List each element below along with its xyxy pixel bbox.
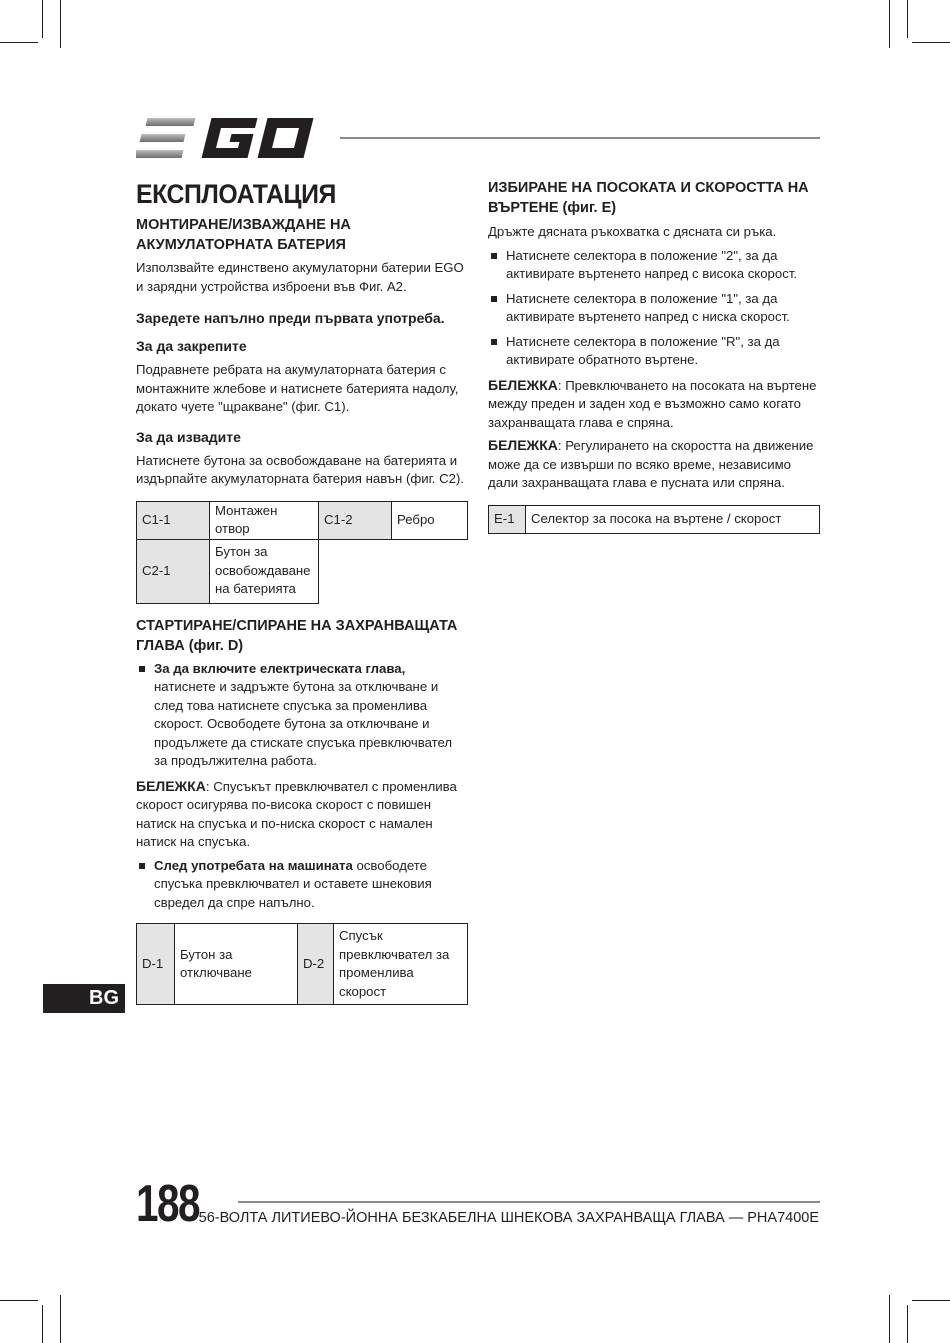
note-paragraph — [488, 436, 820, 493]
bullet-text: натиснете и задръжте бутона за отключване и след това натиснете спусъка за променлива скорост. Освободете бутона за отключване и продължете да стискате спусъка превключвател за продължителна работа. — [154, 679, 453, 768]
note-text: : Регулирането на скоростта на движение може да се извърши по всяко време, независимо дали захранващата глава е пусната или спряна. — [488, 438, 814, 490]
attach-text: Подравнете ребрата на акумулаторната батерия с монтажните жлебове и натиснете батерията надолу, докато чуете "щракване" (фиг. C1). — [136, 362, 459, 414]
crop-mark — [889, 1295, 890, 1343]
table-cell-empty — [319, 539, 468, 603]
left-column — [136, 178, 468, 1005]
list-item — [488, 247, 820, 284]
battery-heading: МОНТИРАНЕ/ИЗВАЖДАНЕ НА АКУМУЛАТОРНАТА БАТЕРИЯ — [136, 217, 351, 253]
crop-mark — [907, 0, 908, 38]
battery-intro: Използвайте единствено акумулаторни батерии EGO и зарядни устройства изброени във Фиг. A2. — [136, 260, 464, 294]
page-number: 188 — [136, 1175, 199, 1233]
square-bullet-icon — [491, 253, 497, 259]
list-item — [136, 857, 468, 913]
table-cell: C1-2 — [319, 501, 392, 539]
charge-note: Заредете напълно преди първата употреба. — [136, 310, 445, 326]
table-cell: C2-1 — [137, 539, 210, 603]
attach-heading: За да закрепите — [136, 338, 247, 354]
crop-mark — [42, 0, 43, 38]
remove-heading: За да извадите — [136, 428, 241, 445]
crop-mark — [42, 1305, 43, 1343]
square-bullet-icon — [491, 339, 497, 345]
list-item — [488, 290, 820, 327]
table-cell: Селектор за посока на въртене / скорост — [526, 505, 820, 533]
figure-e-table — [488, 505, 820, 534]
crop-mark — [60, 1295, 61, 1343]
note-label: БЕЛЕЖКА — [136, 777, 206, 794]
table-cell: D-1 — [137, 924, 175, 1005]
crop-mark — [60, 0, 61, 48]
bullet-text: освободете спусъка превключвател и оставете шнековия свредел да спре напълно. — [154, 857, 432, 910]
right-column — [488, 178, 820, 534]
ego-logo — [136, 116, 322, 160]
table-cell: C1-1 — [137, 501, 210, 539]
start-heading: СТАРТИРАНЕ/СПИРАНЕ НА ЗАХРАНВАЩАТА ГЛАВА (фиг. D) — [136, 617, 458, 654]
start-list — [136, 660, 468, 771]
list-item — [136, 660, 468, 771]
crop-mark — [889, 0, 890, 48]
language-tab: BG — [43, 984, 125, 1013]
square-bullet-icon — [491, 296, 497, 302]
section-title: ЕКСПЛОАТАЦИЯ — [136, 179, 336, 209]
direction-list — [488, 247, 820, 370]
note-text: : Превключването на посоката на въртене между преден и заден ход е възможно само когато захранващата глава е спряна. — [488, 377, 817, 430]
figure-d-table — [136, 923, 468, 1005]
footer-title: 56-ВОЛТА ЛИТИЕВО-ЙОННА БЕЗКАБЕЛНА ШНЕКОВА ЗАХРАНВАЩА ГЛАВА — PHA7400E — [198, 1210, 819, 1226]
remove-text: Натиснете бутона за освобождаване на батерията и издърпайте акумулаторната батерия навън (фиг. C2). — [136, 452, 465, 486]
table-cell: Спусък превключвател за променлива скорост — [334, 924, 468, 1005]
table-cell: E-1 — [489, 505, 526, 533]
table-cell: Бутон за освобождаване на батерията — [210, 539, 319, 603]
crop-mark — [0, 42, 38, 43]
note-paragraph — [488, 376, 820, 433]
bullet-text: Натиснете селектора в положение "1", за да активирате въртенето напред с ниска скорост. — [506, 290, 790, 324]
crop-mark — [0, 1300, 38, 1301]
footer-rule — [238, 1201, 820, 1203]
table-cell: Ребро — [392, 501, 468, 539]
table-cell: Бутон за отключване — [175, 924, 298, 1005]
after-list — [136, 857, 468, 913]
bullet-text: Натиснете селектора в положение "R", за да активирате обратното въртене. — [506, 333, 780, 367]
note-label: БЕЛЕЖКА — [488, 437, 558, 453]
direction-heading: ИЗБИРАНЕ НА ПОСОКАТА И СКОРОСТТА НА ВЪРТЕНЕ (фиг. E) — [488, 180, 809, 216]
list-item — [488, 333, 820, 370]
square-bullet-icon — [139, 666, 145, 672]
bullet-bold-lead: След употребата на машината — [154, 857, 353, 873]
square-bullet-icon — [139, 863, 145, 869]
crop-mark — [912, 42, 950, 43]
figure-c-table — [136, 501, 468, 604]
header-rule — [340, 137, 820, 139]
note-label: БЕЛЕЖКА — [488, 376, 558, 393]
table-cell: Монтажен отвор — [210, 501, 319, 539]
crop-mark — [912, 1300, 950, 1301]
bullet-text: Натиснете селектора в положение "2", за да активирате въртенето напред с висока скорост. — [506, 247, 798, 281]
crop-mark — [907, 1305, 908, 1343]
direction-intro: Дръжте дясната ръкохватка с дясната си ръка. — [488, 224, 777, 239]
note-paragraph — [136, 777, 468, 852]
note-text: : Спусъкът превключвател с променлива скорост осигурява по-висока скорост с повишен натиск на спусъка и по-ниска скорост с намален натиск на спусъка. — [136, 778, 457, 849]
table-cell: D-2 — [298, 924, 334, 1005]
bullet-bold-lead: За да включите електрическата глава, — [154, 660, 406, 676]
